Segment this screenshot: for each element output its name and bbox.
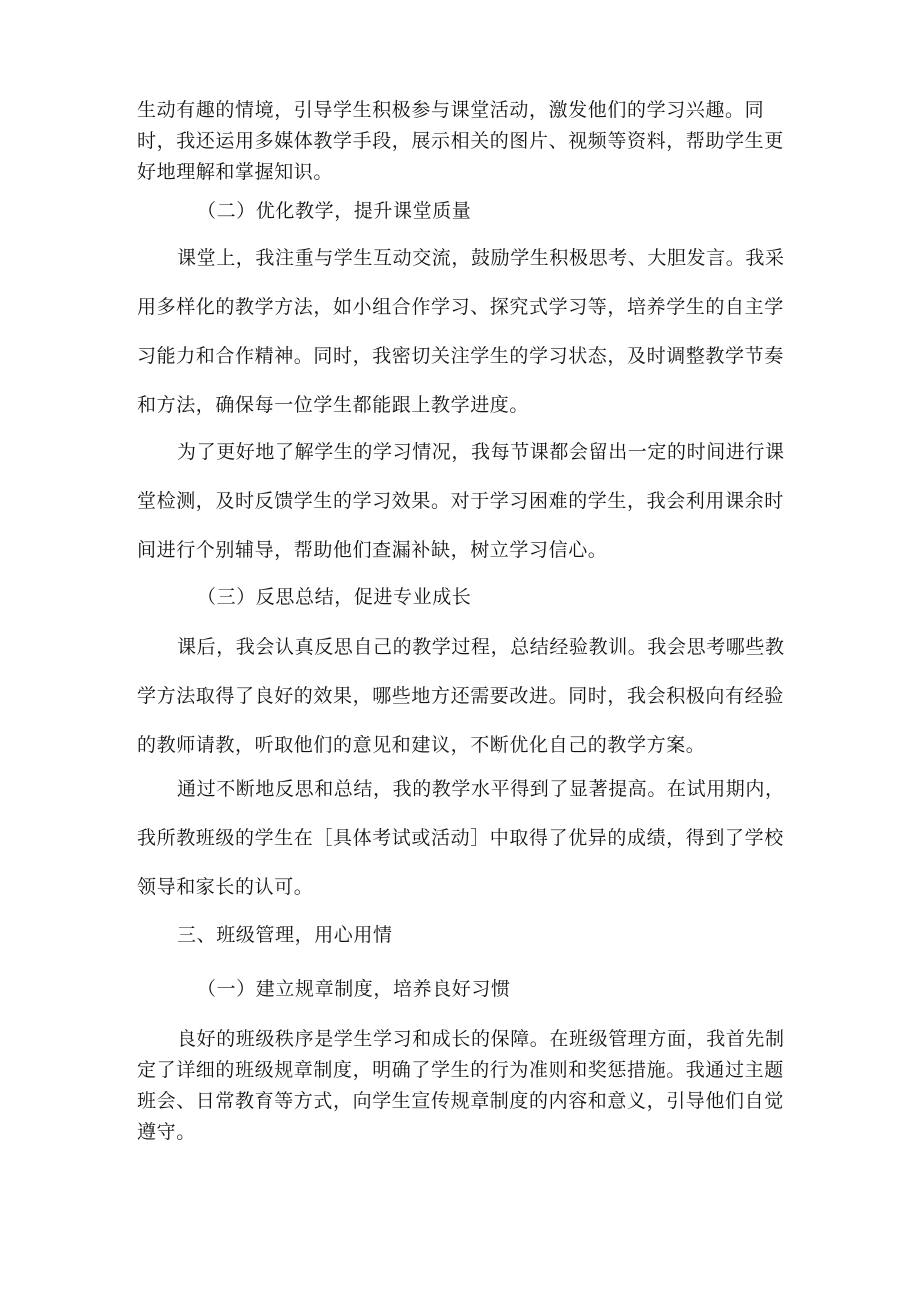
paragraph-class-rules: 良好的班级秩序是学生学习和成长的保障。在班级管理方面，我首先制定了详细的班级规章制度，明确了学生的行为准则和奖惩措施。我通过主题班会、日常教育等方式，向学生宣传规章制度的内容和意义，引导他们自觉遵守。 bbox=[137, 1028, 785, 1143]
section-heading-rules: （一）建立规章制度，培养良好习惯 bbox=[197, 978, 511, 1000]
paragraph-intro: 生动有趣的情境，引导学生积极参与课堂活动，激发他们的学习兴趣。同时，我还运用多媒体教学手段，展示相关的图片、视频等资料，帮助学生更好地理解和掌握知识。 bbox=[137, 99, 784, 183]
paragraph-reflection: 课后，我会认真反思自己的教学过程，总结经验教训。我会思考哪些教学方法取得了良好的效果，哪些地方还需要改进。同时，我会积极向有经验的教师请教，听取他们的意见和建议，不断优化自己的教学方案。 bbox=[137, 636, 785, 756]
paragraph-classroom-assessment: 为了更好地了解学生的学习情况，我每节课都会留出一定的时间进行课堂检测，及时反馈学生的学习效果。对于学习困难的学生，我会利用课余时间进行个别辅导，帮助他们查漏补缺，树立学习信心。 bbox=[137, 441, 785, 561]
paragraph-classroom-interaction: 课堂上，我注重与学生互动交流，鼓励学生积极思考、大胆发言。我采用多样化的教学方法，如小组合作学习、探究式学习等，培养学生的自主学习能力和合作精神。同时，我密切关注学生的学习状态，及时调整教学节奏和方法，确保每一位学生都能跟上教学进度。 bbox=[137, 247, 785, 416]
section-heading-class-management: 三、班级管理，用心用情 bbox=[177, 924, 393, 946]
section-heading-reflection: （三）反思总结，促进专业成长 bbox=[197, 586, 472, 608]
section-heading-optimize-teaching: （二）优化教学，提升课堂质量 bbox=[197, 200, 472, 222]
paragraph-teaching-results: 通过不断地反思和总结，我的教学水平得到了显著提高。在试用期内，我所教班级的学生在［具体考试或活动］中取得了优异的成绩，得到了学校领导和家长的认可。 bbox=[137, 778, 785, 898]
